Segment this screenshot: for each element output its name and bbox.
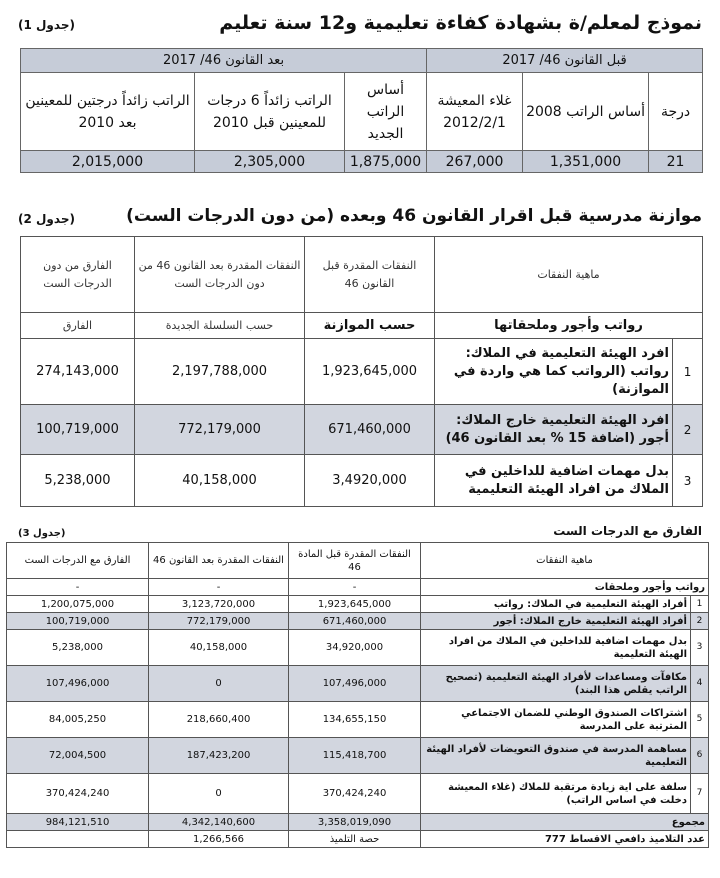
- section2-header: [18, 206, 702, 234]
- row-index: 2: [691, 613, 709, 630]
- table-row: [21, 339, 703, 405]
- row-after: 187,423,200: [149, 738, 289, 774]
- sub-diff: الفارق: [21, 313, 135, 339]
- col-after: النفقات المقدرة بعد القانون 46 من دون الدرجات الست: [135, 237, 305, 313]
- row-diff: 100,719,000: [21, 405, 135, 455]
- total-label: مجموع: [421, 814, 709, 831]
- sub-diff: -: [7, 579, 149, 596]
- salary-table: [20, 48, 703, 173]
- col-new-base: أساس الراتب الجديد: [345, 73, 427, 151]
- row-after: 40,158,000: [149, 630, 289, 666]
- table-row: [7, 702, 709, 738]
- cell-plus-six: 2,305,000: [195, 151, 345, 173]
- row-diff: 100,719,000: [7, 613, 149, 630]
- cell-plus-two: 2,015,000: [21, 151, 195, 173]
- col-nature: ماهية النفقات: [435, 237, 703, 313]
- row-diff: 107,496,000: [7, 666, 149, 702]
- sub-before: -: [289, 579, 421, 596]
- col-before: النفقات المقدرة قبل المادة 46: [289, 543, 421, 579]
- row-diff: 370,424,240: [7, 774, 149, 814]
- cell-base-2008: 1,351,000: [523, 151, 649, 173]
- row-before: 671,460,000: [289, 613, 421, 630]
- row-before: 3,4920,000: [305, 455, 435, 507]
- section1-header: [18, 12, 702, 40]
- sub-nature: رواتب وأجور وملحقاتها: [435, 313, 703, 339]
- table-row: [21, 151, 703, 173]
- cell-cost-of-living: 267,000: [427, 151, 523, 173]
- empty-cell: [7, 831, 149, 848]
- row-desc: سلفة على اية زيادة مرتقبة للملاك (غلاء المعيشة دخلت في اساس الراتب): [421, 774, 691, 814]
- col-before: النفقات المقدرة قبل القانون 46: [305, 237, 435, 313]
- row-after: 40,158,000: [135, 455, 305, 507]
- row-diff: 5,238,000: [7, 630, 149, 666]
- section3-title: الفارق مع الدرجات الست: [553, 524, 702, 538]
- table-row: [7, 774, 709, 814]
- row-index: 6: [691, 738, 709, 774]
- row-index: 5: [691, 702, 709, 738]
- row-index: 1: [673, 339, 703, 405]
- row-desc: مساهمة المدرسة في صندوق التعويضات لأفراد الهيئة التعليمية: [421, 738, 691, 774]
- total-diff: 984,121,510: [7, 814, 149, 831]
- row-desc: أفراد الهيئة التعليمية في الملاك: رواتب: [421, 596, 691, 613]
- row-diff: 1,200,075,000: [7, 596, 149, 613]
- sub-before: حسب الموازنة: [305, 313, 435, 339]
- student-share-label: حصة التلميذ: [289, 831, 421, 848]
- row-index: 4: [691, 666, 709, 702]
- col-degree: درجة: [649, 73, 703, 151]
- row-after: 0: [149, 666, 289, 702]
- row-index: 3: [673, 455, 703, 507]
- col-base-2008: أساس الراتب 2008: [523, 73, 649, 151]
- students-row: [7, 831, 709, 848]
- col-cost-of-living: غلاء المعيشة 2012/2/1: [427, 73, 523, 151]
- row-before: 107,496,000: [289, 666, 421, 702]
- row-index: 7: [691, 774, 709, 814]
- total-after: 4,342,140,600: [149, 814, 289, 831]
- table-row: [21, 405, 703, 455]
- row-desc: افرد الهيئة التعليمية في الملاك: رواتب (الرواتب كما هي واردة في الموازنة): [435, 339, 673, 405]
- row-before: 671,460,000: [305, 405, 435, 455]
- col-nature: ماهية النفقات: [421, 543, 709, 579]
- difference-table: [6, 542, 709, 848]
- section3-header: [18, 524, 702, 542]
- col-diff: الفارق من دون الدرجات الست: [21, 237, 135, 313]
- row-before: 370,424,240: [289, 774, 421, 814]
- total-before: 3,358,019,090: [289, 814, 421, 831]
- group-after-law: بعد القانون 46/ 2017: [21, 49, 427, 73]
- row-before: 134,655,150: [289, 702, 421, 738]
- students-label: عدد التلاميذ دافعي الاقساط 777: [421, 831, 709, 848]
- col-plus-six: الراتب زائداً 6 درجات للمعينين قبل 2010: [195, 73, 345, 151]
- row-before: 1,923,645,000: [289, 596, 421, 613]
- col-diff: الفارق مع الدرجات الست: [7, 543, 149, 579]
- student-share-value: 1,266,566: [149, 831, 289, 848]
- row-index: 1: [691, 596, 709, 613]
- row-diff: 84,005,250: [7, 702, 149, 738]
- sub-after: حسب السلسلة الجديدة: [135, 313, 305, 339]
- section2-title: موازنة مدرسية قبل اقرار القانون 46 وبعده (من دون الدرجات الست): [126, 206, 702, 226]
- row-desc: افرد الهيئة التعليمية خارج الملاك: أجور (اضافة 15 % بعد القانون 46): [435, 405, 673, 455]
- row-index: 2: [673, 405, 703, 455]
- col-plus-two: الراتب زائداً درجتين للمعينين بعد 2010: [21, 73, 195, 151]
- row-desc: مكافآت ومساعدات لأفراد الهيئة التعليمية (تصحيح الراتب يقلص هذا البند): [421, 666, 691, 702]
- row-desc: بدل مهمات اضافية للداخلين في الملاك من افراد الهيئة التعليمية: [435, 455, 673, 507]
- table-row: [7, 596, 709, 613]
- total-row: [7, 814, 709, 831]
- col-after: النفقات المقدرة بعد القانون 46: [149, 543, 289, 579]
- table-row: [7, 613, 709, 630]
- row-before: 1,923,645,000: [305, 339, 435, 405]
- table-row: [7, 738, 709, 774]
- row-diff: 274,143,000: [21, 339, 135, 405]
- row-desc: أفراد الهيئة التعليمية خارج الملاك: أجور: [421, 613, 691, 630]
- row-before: 115,418,700: [289, 738, 421, 774]
- row-after: 772,179,000: [149, 613, 289, 630]
- cell-new-base: 1,875,000: [345, 151, 427, 173]
- row-index: 3: [691, 630, 709, 666]
- row-before: 34,920,000: [289, 630, 421, 666]
- row-after: 3,123,720,000: [149, 596, 289, 613]
- table-row: [21, 455, 703, 507]
- row-diff: 72,004,500: [7, 738, 149, 774]
- section2-tag: (جدول 2): [18, 212, 75, 226]
- group-before-law: قبل القانون 46/ 2017: [427, 49, 703, 73]
- table-row: [7, 666, 709, 702]
- row-diff: 5,238,000: [21, 455, 135, 507]
- budget-table: [20, 236, 703, 507]
- section3-tag: (جدول 3): [18, 528, 66, 539]
- row-after: 0: [149, 774, 289, 814]
- row-after: 218,660,400: [149, 702, 289, 738]
- section1-tag: (جدول 1): [18, 18, 75, 32]
- table-row: [7, 630, 709, 666]
- row-after: 2,197,788,000: [135, 339, 305, 405]
- cell-degree: 21: [649, 151, 703, 173]
- sub-nature: رواتب وأجور وملحقات: [421, 579, 709, 596]
- row-after: 772,179,000: [135, 405, 305, 455]
- row-desc: بدل مهمات اضافية للداخلين في الملاك من افراد الهيئة التعليمية: [421, 630, 691, 666]
- section1-title: نموذج لمعلم/ة بشهادة كفاءة تعليمية و12 سنة تعليم: [219, 12, 702, 34]
- row-desc: اشتراكات الصندوق الوطني للضمان الاجتماعي المترتبة على المدرسة: [421, 702, 691, 738]
- sub-after: -: [149, 579, 289, 596]
